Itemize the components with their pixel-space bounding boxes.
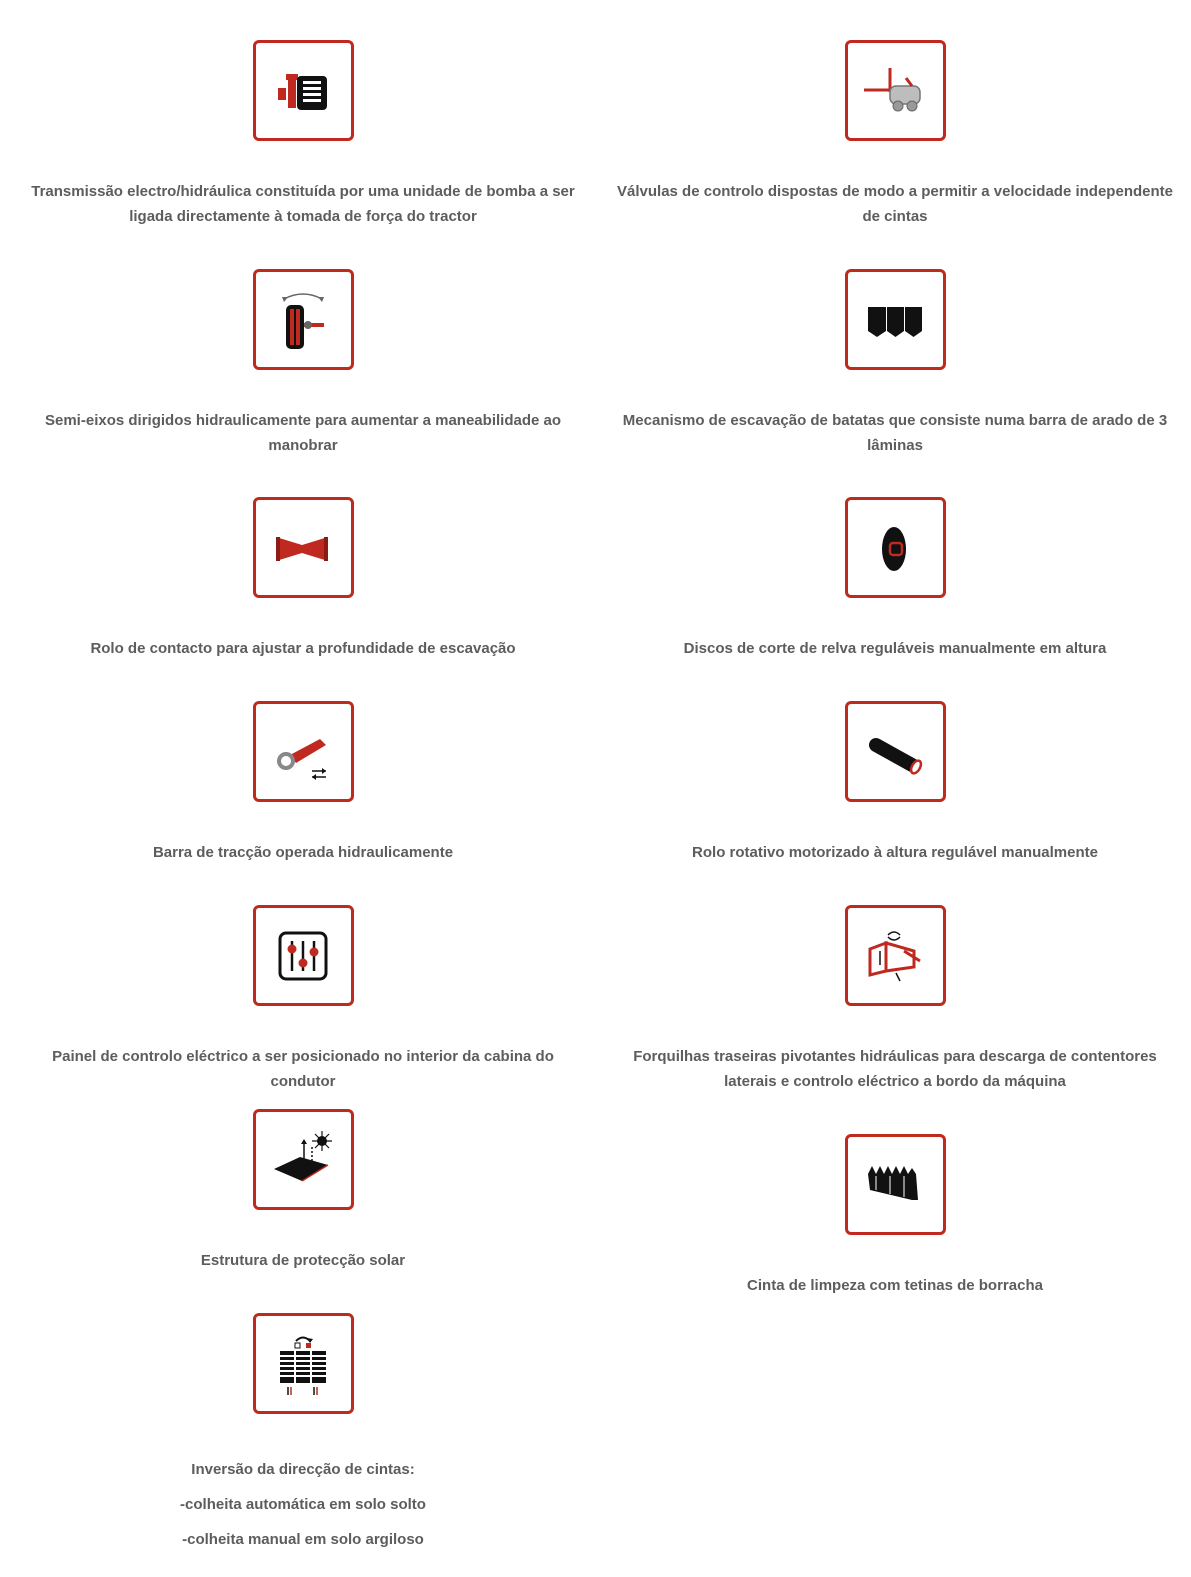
cleaning-belt-icon (845, 1134, 946, 1235)
feature-text: Rolo rotativo motorizado à altura regulável manualmente (692, 844, 1098, 861)
feature-text: Forquilhas traseiras pivotantes hidráulicas para descarga de contentores laterais e controlo eléctrico a bordo da máquina (633, 1048, 1157, 1090)
feature-text: Barra de tracção operada hidraulicamente (152, 844, 454, 861)
feature-steering-axles (13, 269, 593, 458)
hydraulic-pump-icon (253, 40, 354, 141)
feature-cleaning-belt (605, 1134, 1185, 1298)
plough-blades-icon (845, 269, 946, 370)
feature-text: Painel de controlo eléctrico a ser posicionado no interior da cabina do condutor (52, 1048, 554, 1090)
feature-text-line: -colheita automática em solo solto (180, 1496, 426, 1513)
drawbar-icon (253, 701, 354, 802)
cutting-disc-icon (845, 497, 946, 598)
pivoting-forks-icon (845, 905, 946, 1006)
control-panel-icon (253, 905, 354, 1006)
feature-text: Discos de corte de relva reguláveis manualmente em altura (683, 640, 1107, 657)
feature-text: Transmissão electro/hidráulica constituída por uma unidade de bomba a ser ligada directamente à tomada de força do tractor (31, 183, 575, 225)
control-valves-icon (845, 40, 946, 141)
feature-control-valves (605, 40, 1185, 229)
feature-text-line: -colheita manual em solo argiloso (182, 1531, 424, 1548)
steering-axle-icon (253, 269, 354, 370)
contact-roller-icon (253, 497, 354, 598)
feature-text-multiline (13, 1452, 593, 1557)
rotary-roller-icon (845, 701, 946, 802)
feature-contact-roller (13, 497, 593, 661)
feature-rotary-roller (605, 701, 1185, 865)
feature-text: Válvulas de controlo dispostas de modo a permitir a velocidade independente de cintas (617, 183, 1173, 225)
feature-text-heading: Inversão da direcção de cintas: (191, 1461, 415, 1478)
feature-text: Mecanismo de escavação de batatas que consiste numa barra de arado de 3 lâminas (622, 412, 1168, 454)
feature-sun-protection (13, 1109, 593, 1273)
feature-pivoting-forks (605, 905, 1185, 1094)
feature-text: Estrutura de protecção solar (200, 1252, 406, 1269)
feature-text: Semi-eixos dirigidos hidraulicamente para aumentar a maneabilidade ao manobrar (45, 412, 561, 454)
feature-text: Cinta de limpeza com tetinas de borracha (747, 1277, 1043, 1294)
feature-plough-bar (605, 269, 1185, 458)
feature-belt-reversal (13, 1313, 593, 1557)
feature-drawbar (13, 701, 593, 865)
feature-text: Rolo de contacto para ajustar a profundidade de escavação (90, 640, 516, 657)
belt-reversal-icon (253, 1313, 354, 1414)
sun-protection-icon (253, 1109, 354, 1210)
feature-hydraulic-transmission (13, 40, 593, 229)
feature-control-panel (13, 905, 593, 1094)
feature-cutting-discs (605, 497, 1185, 661)
